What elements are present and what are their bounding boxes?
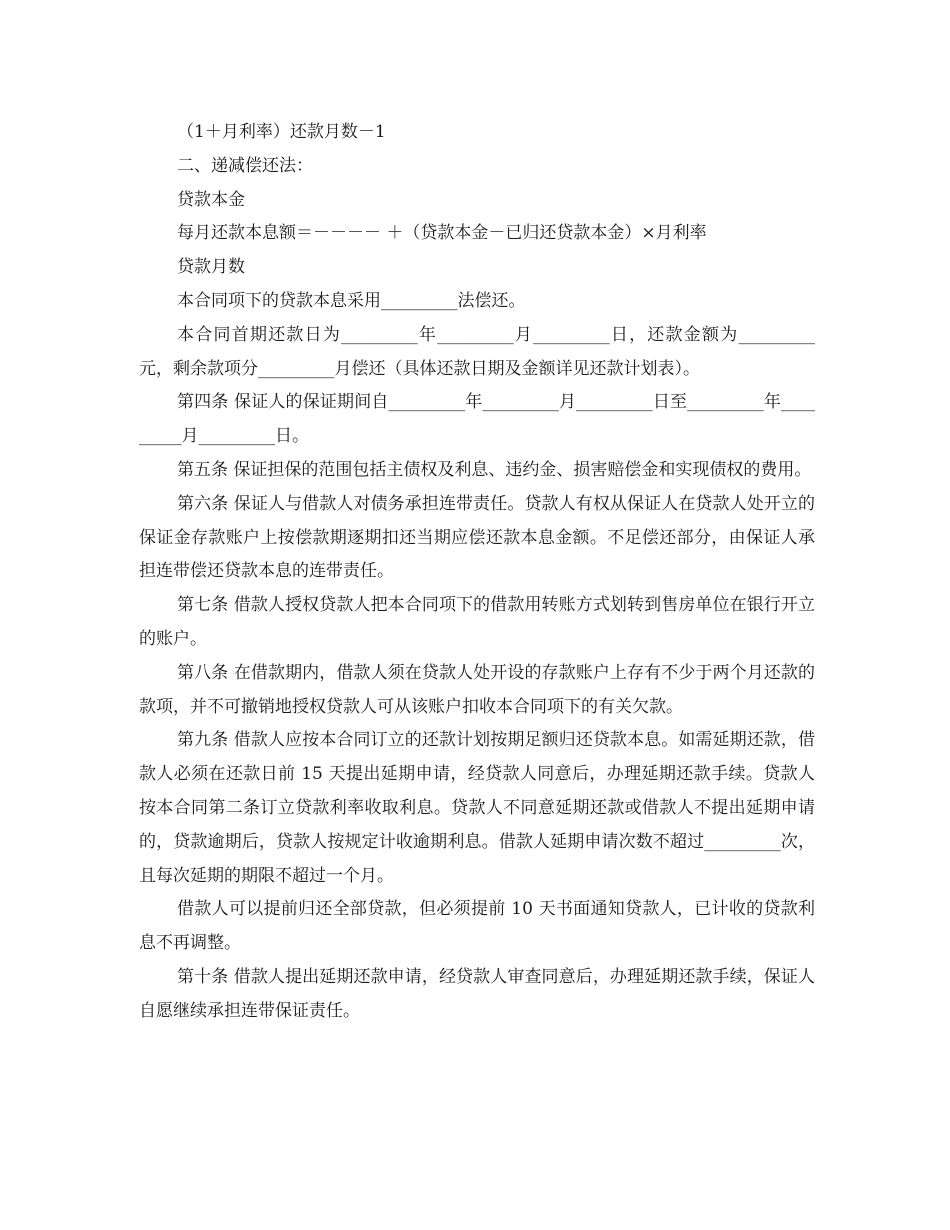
article-5-guarantee-scope: 第五条 保证担保的范围包括主债权及利息、违约金、损害赔偿金和实现债权的费用。 <box>177 459 812 480</box>
article-8-deposit-requirement: 第八条 在借款期内，借款人须在贷款人处开设的存款账户上存有不少于两个月还款的款项，并不可撤销地授权贷款人可从该账户扣收本合同项下的有关欠款。 <box>139 662 815 717</box>
document-body <box>139 116 815 1029</box>
first-repayment-clause: 本合同首期还款日为_________年_________月_________日，还款金额为_________元，剩余款项分_________月偿还（具体还款日期及金额详见还款计划表）。 <box>139 324 815 379</box>
article-10-extension: 第十条 借款人提出延期还款申请，经贷款人审查同意后，办理延期还款手续，保证人自愿继续承担连带保证责任。 <box>139 966 815 1021</box>
formula-denominator-line: （1＋月利率）还款月数－1 <box>177 122 386 142</box>
formula-main-line: 每月还款本息额＝－－－－ ＋（贷款本金－已归还贷款本金）×月利率 <box>177 223 707 244</box>
section-heading-decreasing-repayment: 二、递减偿还法： <box>177 155 313 176</box>
article-6-joint-liability: 第六条 保证人与借款人对债务承担连带责任。贷款人有权从保证人在贷款人处开立的保证金存款账户上按偿款期逐期扣还当期应偿还款本息金额。不足偿还部分，由保证人承担连带偿还贷款本息的连带责任。 <box>139 493 815 582</box>
article-9-repayment-schedule: 第九条 借款人应按本合同订立的还款计划按期足额归还贷款本息。如需延期还款，借款人必须在还款日前 15 天提出延期申请，经贷款人同意后，办理延期还款手续。贷款人按本合同第二条订立贷款利率收取利息。贷款人不同意延期还款或借款人不提出延期申请的，贷款逾期后，贷款人按规定计收逾期利息。借款人延期申请次数不超过_________次，且每次延期的期限不超过一个月。 <box>139 730 815 886</box>
formula-numerator-line: 贷款本金 <box>177 189 245 210</box>
article-4-guarantee-period: 第四条 保证人的保证期间自_________年_________月_________日至_________年_________月_________日。 <box>139 392 815 447</box>
article-7-transfer-authorization: 第七条 借款人授权贷款人把本合同项下的借款用转账方式划转到售房单位在银行开立的账户。 <box>139 595 815 649</box>
formula-denominator-months: 贷款月数 <box>177 257 245 278</box>
early-repayment-clause: 借款人可以提前归还全部贷款，但必须提前 10 天书面通知贷款人，已计收的贷款利息不再调整。 <box>139 899 815 954</box>
repayment-method-clause: 本合同项下的贷款本息采用_________法偿还。 <box>177 290 526 311</box>
